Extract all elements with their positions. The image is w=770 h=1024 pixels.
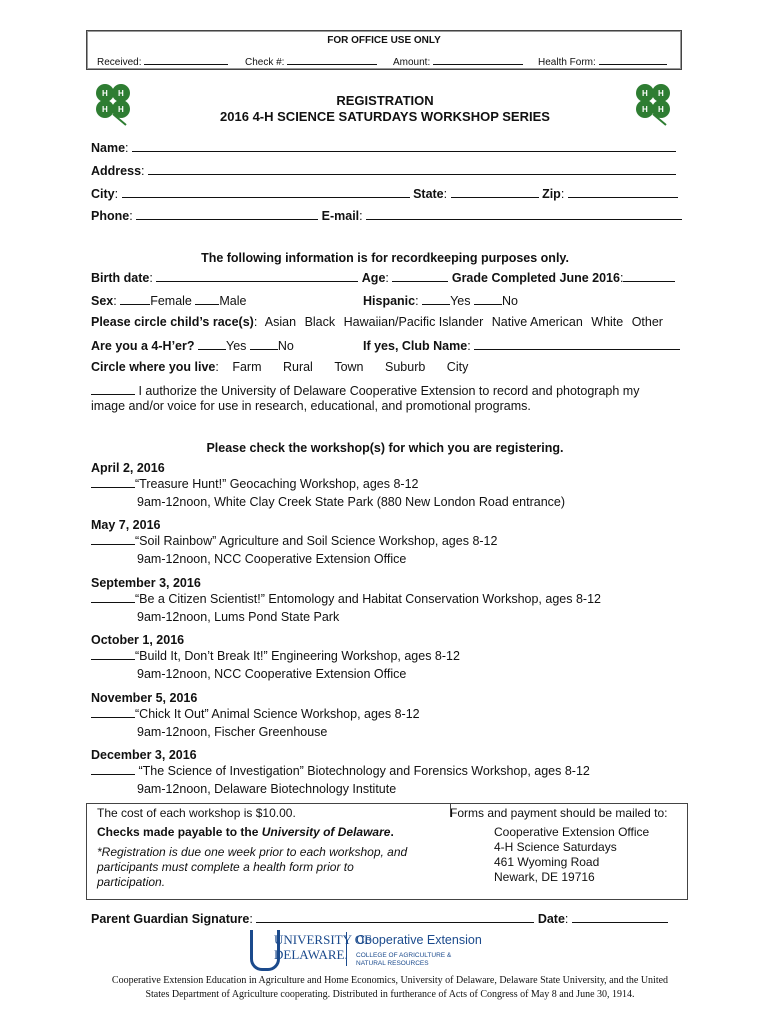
workshop-checkbox[interactable] <box>91 476 135 488</box>
workshop-item <box>91 576 601 625</box>
registration-title: REGISTRATION 2016 4-H SCIENCE SATURDAYS WORKSHOP SERIES <box>220 93 550 124</box>
cost-line: The cost of each workshop is $10.00. <box>97 806 296 820</box>
race-option[interactable]: Native American <box>491 315 583 329</box>
workshop-checkbox[interactable] <box>91 591 135 603</box>
university-wordmark: UNIVERSITY OF DELAWARE. <box>274 932 372 962</box>
workshop-item <box>91 461 565 510</box>
received-field[interactable]: Received: <box>97 53 228 68</box>
birth-date-field[interactable]: Birth date: <box>91 271 358 285</box>
signature-row <box>91 911 668 927</box>
phone-email-row <box>91 208 682 224</box>
svg-text:H: H <box>102 89 108 98</box>
mailing-address: Cooperative Extension Office 4-H Science Saturdays 461 Wyoming Road Newark, DE 19716 <box>494 825 650 884</box>
date-field[interactable]: Date: <box>538 912 668 926</box>
workshop-title: “Build It, Don’t Break It!” Engineering Workshop, ages 8-12 <box>135 649 460 663</box>
authorization-statement: I authorize the University of Delaware Cooperative Extension to record and photograph my image and/or voice for use in research, educational, and promotional programs. <box>91 384 640 413</box>
grade-field[interactable]: Grade Completed June 2016: <box>452 271 676 285</box>
svg-text:H: H <box>642 105 648 114</box>
race-option[interactable]: White <box>591 315 624 329</box>
hispanic-row: Hispanic: Yes No <box>363 294 518 308</box>
workshop-detail: 9am-12noon, Lums Pond State Park <box>137 610 340 624</box>
footer-disclaimer: Cooperative Extension Education in Agriculture and Home Economics, University of Delaware, Delaware State University, and the United States Department of Agriculture cooperating. Distributed in furtherance of Acts of Congress of May 8 and June 30, 1914. <box>111 975 669 1000</box>
workshop-checkbox[interactable] <box>91 533 135 545</box>
female-checkbox[interactable] <box>120 293 150 305</box>
workshop-title: “Soil Rainbow” Agriculture and Soil Science Workshop, ages 8-12 <box>135 534 498 548</box>
workshop-detail: 9am-12noon, Delaware Biotechnology Institute <box>137 782 397 796</box>
workshop-item <box>91 518 497 567</box>
workshop-checkbox[interactable] <box>91 706 135 718</box>
svg-text:H: H <box>642 89 648 98</box>
state-field[interactable]: State: <box>413 187 539 201</box>
hispanic-no-checkbox[interactable] <box>474 293 502 305</box>
workshop-heading: Please check the workshop(s) for which you are registering. <box>206 441 564 455</box>
ud-cooperative-extension-logo <box>250 930 490 974</box>
race-option[interactable]: Hawaiian/Pacific Islander <box>343 315 484 329</box>
live-option[interactable]: Suburb <box>385 360 426 374</box>
workshop-date: May 7, 2016 <box>91 518 161 532</box>
live-option[interactable]: Farm <box>232 360 262 374</box>
svg-text:H: H <box>102 105 108 114</box>
workshop-detail: 9am-12noon, NCC Cooperative Extension Office <box>137 667 407 681</box>
recordkeeping-heading: The following information is for recordkeeping purposes only. <box>201 251 569 265</box>
office-use-box <box>86 30 682 70</box>
workshop-date: April 2, 2016 <box>91 461 165 475</box>
svg-text:H: H <box>118 89 124 98</box>
race-option[interactable]: Black <box>304 315 336 329</box>
workshop-checkbox[interactable] <box>91 648 135 660</box>
city-field[interactable]: City: <box>91 187 410 201</box>
phone-field[interactable]: Phone: <box>91 209 318 223</box>
email-field[interactable]: E-mail: <box>322 209 682 223</box>
race-option[interactable]: Other <box>631 315 663 329</box>
live-option[interactable]: Rural <box>282 360 313 374</box>
mail-heading: Forms and payment should be mailed to: <box>450 806 668 820</box>
address-field[interactable]: Address: <box>91 163 676 179</box>
svg-text:H: H <box>118 105 124 114</box>
hispanic-yes-checkbox[interactable] <box>422 293 450 305</box>
age-field[interactable]: Age: <box>362 271 449 285</box>
checks-payable-line: Checks made payable to the University of Delaware. <box>97 825 394 839</box>
club-name-field[interactable]: If yes, Club Name: <box>363 338 680 354</box>
amount-field[interactable]: Amount: <box>393 53 523 68</box>
college-wordmark: COLLEGE OF AGRICULTURE & NATURAL RESOURCES <box>356 952 452 967</box>
workshop-title: “Be a Citizen Scientist!” Entomology and Habitat Conservation Workshop, ages 8-12 <box>135 592 601 606</box>
workshop-date: December 3, 2016 <box>91 748 197 762</box>
live-row: Circle where you live: Farm Rural Town Suburb City <box>91 360 469 374</box>
workshop-date: November 5, 2016 <box>91 691 198 705</box>
sex-row: Sex: Female Male <box>91 294 247 308</box>
workshop-detail: 9am-12noon, White Clay Creek State Park (880 New London Road entrance) <box>137 495 566 509</box>
workshop-detail: 9am-12noon, NCC Cooperative Extension Office <box>137 552 407 566</box>
birth-age-grade-row <box>91 270 675 286</box>
authorization-initials[interactable] <box>91 383 135 395</box>
office-use-title: FOR OFFICE USE ONLY <box>327 35 441 46</box>
svg-text:H: H <box>658 105 664 114</box>
svg-text:H: H <box>658 89 664 98</box>
workshop-date: September 3, 2016 <box>91 576 201 590</box>
workshop-title: “Treasure Hunt!” Geocaching Workshop, ages 8-12 <box>135 477 419 491</box>
workshop-date: October 1, 2016 <box>91 633 185 647</box>
city-state-zip-row <box>91 186 678 202</box>
check-number-field[interactable]: Check #: <box>245 53 377 68</box>
fourh-yes-checkbox[interactable] <box>198 338 226 350</box>
workshop-title: “Chick It Out” Animal Science Workshop, ages 8-12 <box>135 707 420 721</box>
cooperative-extension-wordmark: Cooperative Extension <box>356 933 482 947</box>
signature-field[interactable]: Parent Guardian Signature: <box>91 912 534 926</box>
male-checkbox[interactable] <box>195 293 219 305</box>
workshop-title: “The Science of Investigation” Biotechnology and Forensics Workshop, ages 8-12 <box>135 764 590 778</box>
workshop-checkbox[interactable] <box>91 763 135 775</box>
fourh-member-row: Are you a 4-H’er? Yes No <box>91 339 294 353</box>
workshop-detail: 9am-12noon, Fischer Greenhouse <box>137 725 328 739</box>
fourh-no-checkbox[interactable] <box>250 338 278 350</box>
registration-note: *Registration is due one week prior to each workshop, and participants must complete a health form prior to participation. <box>97 845 408 889</box>
race-row: Please circle child’s race(s): Asian Black Hawaiian/Pacific Islander Native American White Other <box>91 315 663 329</box>
workshop-item <box>91 691 420 740</box>
logo-divider <box>346 932 347 966</box>
live-option[interactable]: Town <box>334 360 364 374</box>
zip-field[interactable]: Zip: <box>542 187 678 201</box>
live-option[interactable]: City <box>446 360 469 374</box>
health-form-field[interactable]: Health Form: <box>538 53 667 68</box>
race-option[interactable]: Asian <box>264 315 297 329</box>
workshop-item <box>91 633 460 682</box>
name-field[interactable]: Name: <box>91 140 676 156</box>
workshop-item <box>91 748 590 797</box>
